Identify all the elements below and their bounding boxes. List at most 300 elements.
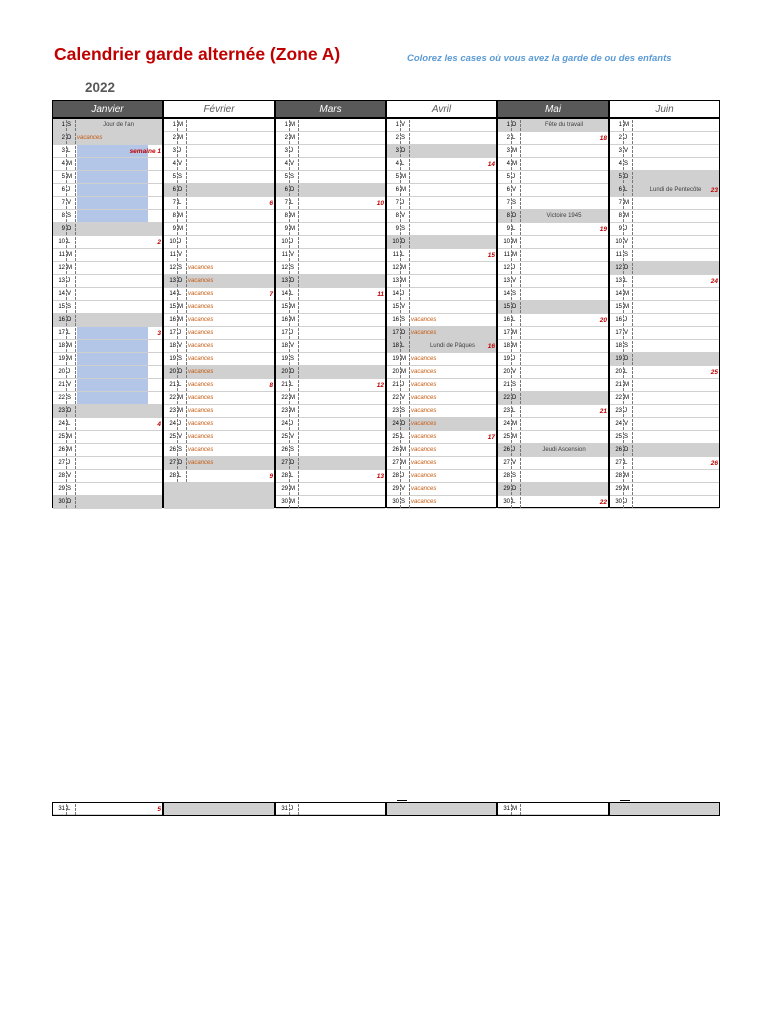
day-cell[interactable] <box>164 223 274 236</box>
day-cell[interactable] <box>387 184 496 197</box>
day-cell[interactable] <box>164 184 274 197</box>
custody-highlight <box>77 158 148 170</box>
weekday-letter: V <box>401 395 406 401</box>
weekday-letter: M <box>624 395 629 401</box>
weekday-letter: S <box>624 434 629 440</box>
day-cell[interactable] <box>164 340 274 353</box>
week-number: 8 <box>269 382 273 389</box>
day-cell[interactable] <box>276 301 385 314</box>
day-cell[interactable] <box>387 418 496 431</box>
day-cell[interactable] <box>53 184 162 197</box>
day-cell[interactable] <box>276 145 385 158</box>
day-cell[interactable] <box>164 314 274 327</box>
day-cell[interactable] <box>53 803 162 815</box>
weekday-letter: V <box>512 460 517 466</box>
day-cell[interactable] <box>53 288 162 301</box>
day-cell[interactable] <box>276 803 385 815</box>
day-number: 30 <box>281 499 288 505</box>
day-cell[interactable] <box>164 249 274 262</box>
day-cell[interactable] <box>276 275 385 288</box>
day-cell[interactable] <box>498 366 608 379</box>
day-cell[interactable] <box>498 496 608 509</box>
cell-separator <box>632 133 633 144</box>
day-cell[interactable] <box>498 262 608 275</box>
day-cell[interactable] <box>164 301 274 314</box>
weekday-letter: V <box>178 161 183 167</box>
day-cell[interactable] <box>53 366 162 379</box>
day-cell[interactable] <box>387 197 496 210</box>
day-cell[interactable] <box>498 340 608 353</box>
day-cell[interactable] <box>498 236 608 249</box>
day-cell[interactable] <box>610 444 719 457</box>
cell-separator <box>409 224 410 235</box>
day-number: 30 <box>615 499 622 505</box>
day-cell[interactable] <box>276 197 385 210</box>
day-number: 9 <box>284 226 288 232</box>
day-cell[interactable] <box>276 210 385 223</box>
day-cell[interactable] <box>610 457 719 470</box>
weekday-letter: J <box>67 278 70 284</box>
cell-separator <box>186 146 187 157</box>
day-cell[interactable] <box>610 145 719 158</box>
day-cell[interactable] <box>164 457 274 470</box>
month-column <box>497 118 609 508</box>
day-cell[interactable] <box>276 418 385 431</box>
day-cell[interactable] <box>164 496 274 509</box>
cell-separator <box>632 263 633 274</box>
week-number: 5 <box>157 806 161 813</box>
day-cell[interactable] <box>610 210 719 223</box>
day-number: 31 <box>281 806 288 812</box>
cell-separator <box>520 393 521 404</box>
day-number: 20 <box>58 369 65 375</box>
day-cell[interactable] <box>387 236 496 249</box>
day-number: 13 <box>169 278 176 284</box>
cell-separator <box>520 289 521 300</box>
cell-separator <box>632 289 633 300</box>
day-cell[interactable] <box>498 803 608 815</box>
day-cell[interactable] <box>610 184 719 197</box>
day-cell[interactable] <box>387 275 496 288</box>
cell-separator <box>298 341 299 352</box>
day-cell[interactable] <box>498 119 608 132</box>
day-cell[interactable] <box>498 171 608 184</box>
day-cell[interactable] <box>387 431 496 444</box>
day-number: 12 <box>58 265 65 271</box>
day-cell[interactable] <box>387 405 496 418</box>
weekday-letter: M <box>401 369 406 375</box>
day-cell[interactable] <box>610 392 719 405</box>
day-cell[interactable] <box>276 457 385 470</box>
weekday-letter: L <box>67 239 71 245</box>
calendar-year: 2022 <box>85 80 116 95</box>
day-number: 23 <box>169 408 176 414</box>
day-cell[interactable] <box>610 197 719 210</box>
day-cell[interactable] <box>53 132 162 145</box>
day-cell[interactable] <box>387 496 496 509</box>
day-cell[interactable] <box>610 288 719 301</box>
day-cell[interactable] <box>498 288 608 301</box>
day-cell[interactable] <box>610 119 719 132</box>
day-cell[interactable] <box>53 405 162 418</box>
day-cell[interactable] <box>276 353 385 366</box>
day-cell[interactable] <box>610 418 719 431</box>
day-cell[interactable] <box>498 210 608 223</box>
custody-highlight <box>77 184 148 196</box>
day-cell[interactable] <box>276 379 385 392</box>
weekday-letter: J <box>178 421 181 427</box>
weekday-letter: V <box>290 252 295 258</box>
day-cell[interactable] <box>164 483 274 496</box>
month-header-juin: Juin <box>609 100 720 118</box>
weekday-letter: D <box>290 187 295 193</box>
week-number: 13 <box>376 473 384 480</box>
day-cell[interactable] <box>498 145 608 158</box>
day-cell[interactable] <box>164 171 274 184</box>
day-cell[interactable] <box>610 379 719 392</box>
day-cell[interactable] <box>387 145 496 158</box>
day-cell[interactable] <box>610 496 719 509</box>
day-cell[interactable] <box>498 301 608 314</box>
day-cell[interactable] <box>387 210 496 223</box>
weekday-letter: L <box>401 161 405 167</box>
day-cell[interactable] <box>610 223 719 236</box>
day-number: 12 <box>281 265 288 271</box>
day-cell[interactable] <box>387 470 496 483</box>
day-cell[interactable] <box>387 803 496 815</box>
day-cell[interactable] <box>498 353 608 366</box>
day-cell[interactable] <box>387 353 496 366</box>
day-cell[interactable] <box>387 327 496 340</box>
day-cell[interactable] <box>276 366 385 379</box>
day-cell[interactable] <box>387 288 496 301</box>
day-cell[interactable] <box>276 444 385 457</box>
day-number: 25 <box>58 434 65 440</box>
month-header-février: Février <box>163 100 275 118</box>
day-cell[interactable] <box>164 158 274 171</box>
day-cell[interactable] <box>498 223 608 236</box>
weekday-letter: S <box>512 200 517 206</box>
day-cell[interactable] <box>498 379 608 392</box>
day-cell[interactable] <box>610 353 719 366</box>
day-cell[interactable] <box>387 444 496 457</box>
day-cell[interactable] <box>164 444 274 457</box>
weekday-letter: J <box>512 447 515 453</box>
day-cell[interactable] <box>498 483 608 496</box>
cell-separator <box>186 211 187 222</box>
day-cell[interactable] <box>164 353 274 366</box>
day-cell[interactable] <box>276 431 385 444</box>
day-cell[interactable] <box>53 262 162 275</box>
day-cell[interactable] <box>53 119 162 132</box>
day-number: 30 <box>392 499 399 505</box>
day-cell[interactable] <box>276 171 385 184</box>
day-number: 28 <box>281 473 288 479</box>
day-cell[interactable] <box>276 340 385 353</box>
day-cell[interactable] <box>53 171 162 184</box>
day-cell[interactable] <box>164 405 274 418</box>
weekday-letter: J <box>67 369 70 375</box>
day-number: 6 <box>172 187 176 193</box>
day-cell[interactable] <box>498 392 608 405</box>
week-number: 15 <box>487 252 495 259</box>
day-number: 29 <box>615 486 622 492</box>
day-number: 17 <box>169 330 176 336</box>
day-cell[interactable] <box>387 340 496 353</box>
day-cell[interactable] <box>164 288 274 301</box>
day-cell[interactable] <box>53 275 162 288</box>
weekday-letter: D <box>624 265 629 271</box>
weekday-letter: S <box>67 395 72 401</box>
cell-separator <box>186 198 187 209</box>
cell-separator <box>298 133 299 144</box>
day-number: 11 <box>58 252 65 258</box>
day-cell[interactable] <box>610 314 719 327</box>
cell-separator <box>409 497 410 508</box>
day-cell[interactable] <box>387 223 496 236</box>
day-cell[interactable] <box>53 457 162 470</box>
day-cell[interactable] <box>498 249 608 262</box>
day-cell[interactable] <box>164 275 274 288</box>
cell-separator <box>632 250 633 261</box>
day-cell[interactable] <box>164 119 274 132</box>
day-cell[interactable] <box>164 210 274 223</box>
day-cell[interactable] <box>610 132 719 145</box>
day-cell[interactable] <box>276 236 385 249</box>
week-number: 17 <box>487 434 495 441</box>
day-cell[interactable] <box>610 249 719 262</box>
day-cell[interactable] <box>387 457 496 470</box>
day-cell[interactable] <box>387 132 496 145</box>
day-cell[interactable] <box>610 236 719 249</box>
day-cell[interactable] <box>53 392 162 405</box>
day-cell[interactable] <box>276 119 385 132</box>
day-cell[interactable] <box>164 392 274 405</box>
day-cell[interactable] <box>53 210 162 223</box>
weekday-letter: V <box>67 200 72 206</box>
weekday-letter: L <box>624 278 628 284</box>
day-cell[interactable] <box>498 470 608 483</box>
day-number: 29 <box>281 486 288 492</box>
day-cell[interactable] <box>610 405 719 418</box>
cell-separator <box>409 419 410 430</box>
day-cell[interactable] <box>53 249 162 262</box>
day-cell[interactable] <box>387 301 496 314</box>
month-column <box>275 118 386 508</box>
cell-separator <box>520 159 521 170</box>
day-number: 15 <box>281 304 288 310</box>
day-cell[interactable] <box>53 431 162 444</box>
day-cell[interactable] <box>610 340 719 353</box>
day-cell[interactable] <box>387 119 496 132</box>
day-cell[interactable] <box>610 171 719 184</box>
day-cell[interactable] <box>498 457 608 470</box>
day-number: 6 <box>506 187 510 193</box>
day-cell[interactable] <box>610 366 719 379</box>
day-cell[interactable] <box>53 496 162 509</box>
day-cell[interactable] <box>387 483 496 496</box>
day-cell[interactable] <box>498 418 608 431</box>
day-cell[interactable] <box>53 483 162 496</box>
weekday-letter: V <box>401 213 406 219</box>
day-cell[interactable] <box>387 379 496 392</box>
day-cell[interactable] <box>610 803 719 815</box>
day-cell[interactable] <box>276 392 385 405</box>
weekday-letter: S <box>512 473 517 479</box>
day-cell[interactable] <box>164 197 274 210</box>
day-cell[interactable] <box>53 223 162 236</box>
day-cell[interactable] <box>53 158 162 171</box>
day-cell[interactable] <box>387 262 496 275</box>
day-cell[interactable] <box>610 158 719 171</box>
day-cell[interactable] <box>610 262 719 275</box>
day-cell[interactable] <box>276 132 385 145</box>
day-cell[interactable] <box>164 145 274 158</box>
month-header-avril: Avril <box>386 100 497 118</box>
month-header-janvier: Janvier <box>52 100 163 118</box>
day-cell[interactable] <box>276 184 385 197</box>
weekday-letter: M <box>401 356 406 362</box>
day-cell[interactable] <box>164 418 274 431</box>
day-cell[interactable] <box>498 197 608 210</box>
day-cell[interactable] <box>610 470 719 483</box>
day-number: 5 <box>172 174 176 180</box>
day-cell[interactable] <box>610 431 719 444</box>
day-cell[interactable] <box>53 314 162 327</box>
day-cell[interactable] <box>276 483 385 496</box>
day-cell[interactable] <box>164 803 274 815</box>
day-cell[interactable] <box>276 288 385 301</box>
day-number: 27 <box>169 460 176 466</box>
day-number: 5 <box>61 174 65 180</box>
day-31-row <box>497 802 609 816</box>
cell-separator <box>75 406 76 417</box>
week-number: 11 <box>377 291 384 298</box>
day-cell[interactable] <box>276 327 385 340</box>
day-cell[interactable] <box>276 158 385 171</box>
weekday-letter: M <box>67 447 72 453</box>
day-cell[interactable] <box>53 353 162 366</box>
weekday-letter: J <box>401 382 404 388</box>
weekday-letter: V <box>624 148 629 154</box>
day-number: 22 <box>281 395 288 401</box>
day-cell[interactable] <box>164 132 274 145</box>
weekday-letter: S <box>178 265 183 271</box>
day-number: 7 <box>506 200 510 206</box>
day-cell[interactable] <box>387 366 496 379</box>
cell-separator <box>409 484 410 495</box>
weekday-letter: D <box>290 460 295 466</box>
day-cell[interactable] <box>164 262 274 275</box>
day-number: 25 <box>169 434 176 440</box>
week-number: 6 <box>269 200 273 207</box>
day-cell[interactable] <box>387 392 496 405</box>
day-cell[interactable] <box>276 405 385 418</box>
vacances-label: vacances <box>188 317 214 323</box>
day-number: 3 <box>395 148 399 154</box>
day-number: 30 <box>58 499 65 505</box>
cell-separator <box>75 380 76 391</box>
weekday-letter: D <box>624 174 629 180</box>
day-cell[interactable] <box>53 197 162 210</box>
weekday-letter: M <box>624 304 629 310</box>
cell-separator <box>632 198 633 209</box>
day-cell[interactable] <box>53 444 162 457</box>
cell-separator <box>186 237 187 248</box>
day-cell[interactable] <box>498 132 608 145</box>
day-cell[interactable] <box>387 249 496 262</box>
day-cell[interactable] <box>498 314 608 327</box>
day-cell[interactable] <box>498 184 608 197</box>
day-cell[interactable] <box>498 405 608 418</box>
day-cell[interactable] <box>276 470 385 483</box>
day-number: 28 <box>615 473 622 479</box>
day-cell[interactable] <box>387 158 496 171</box>
weekday-letter: V <box>624 421 629 427</box>
day-cell[interactable] <box>53 340 162 353</box>
day-cell[interactable] <box>164 236 274 249</box>
day-cell[interactable] <box>498 158 608 171</box>
week-number: 18 <box>599 135 607 142</box>
day-cell[interactable] <box>53 470 162 483</box>
day-number: 11 <box>169 252 176 258</box>
day-number: 16 <box>169 317 176 323</box>
custody-highlight <box>77 197 148 209</box>
day-cell[interactable] <box>53 236 162 249</box>
day-cell[interactable] <box>164 366 274 379</box>
cell-separator <box>298 445 299 456</box>
day-number: 4 <box>395 161 399 167</box>
day-cell[interactable] <box>53 301 162 314</box>
day-cell[interactable] <box>164 379 274 392</box>
day-cell[interactable] <box>610 275 719 288</box>
day-number: 3 <box>61 148 65 154</box>
day-cell[interactable] <box>53 379 162 392</box>
day-cell[interactable] <box>276 223 385 236</box>
day-cell[interactable] <box>164 327 274 340</box>
day-cell[interactable] <box>276 262 385 275</box>
day-cell[interactable] <box>387 171 496 184</box>
vacances-label: vacances <box>411 499 437 505</box>
weekday-letter: L <box>401 434 405 440</box>
day-cell[interactable] <box>276 314 385 327</box>
week-number: 22 <box>599 499 607 506</box>
day-cell[interactable] <box>53 327 162 340</box>
day-cell[interactable] <box>498 431 608 444</box>
weekday-letter: M <box>512 161 517 167</box>
day-cell[interactable] <box>610 327 719 340</box>
day-cell[interactable] <box>387 314 496 327</box>
day-cell[interactable] <box>276 496 385 509</box>
day-cell[interactable] <box>164 431 274 444</box>
day-cell[interactable] <box>53 418 162 431</box>
day-cell[interactable] <box>53 145 162 158</box>
day-cell[interactable] <box>498 275 608 288</box>
day-cell[interactable] <box>498 444 608 457</box>
weekday-letter: M <box>512 148 517 154</box>
cell-separator <box>520 367 521 378</box>
day-cell[interactable] <box>164 470 274 483</box>
day-cell[interactable] <box>610 483 719 496</box>
day-cell[interactable] <box>498 327 608 340</box>
day-number: 29 <box>503 486 510 492</box>
weekday-letter: S <box>178 174 183 180</box>
day-cell[interactable] <box>610 301 719 314</box>
day-cell[interactable] <box>276 249 385 262</box>
weekday-letter: M <box>401 447 406 453</box>
cell-separator <box>520 224 521 235</box>
day-number: 1 <box>61 122 65 128</box>
